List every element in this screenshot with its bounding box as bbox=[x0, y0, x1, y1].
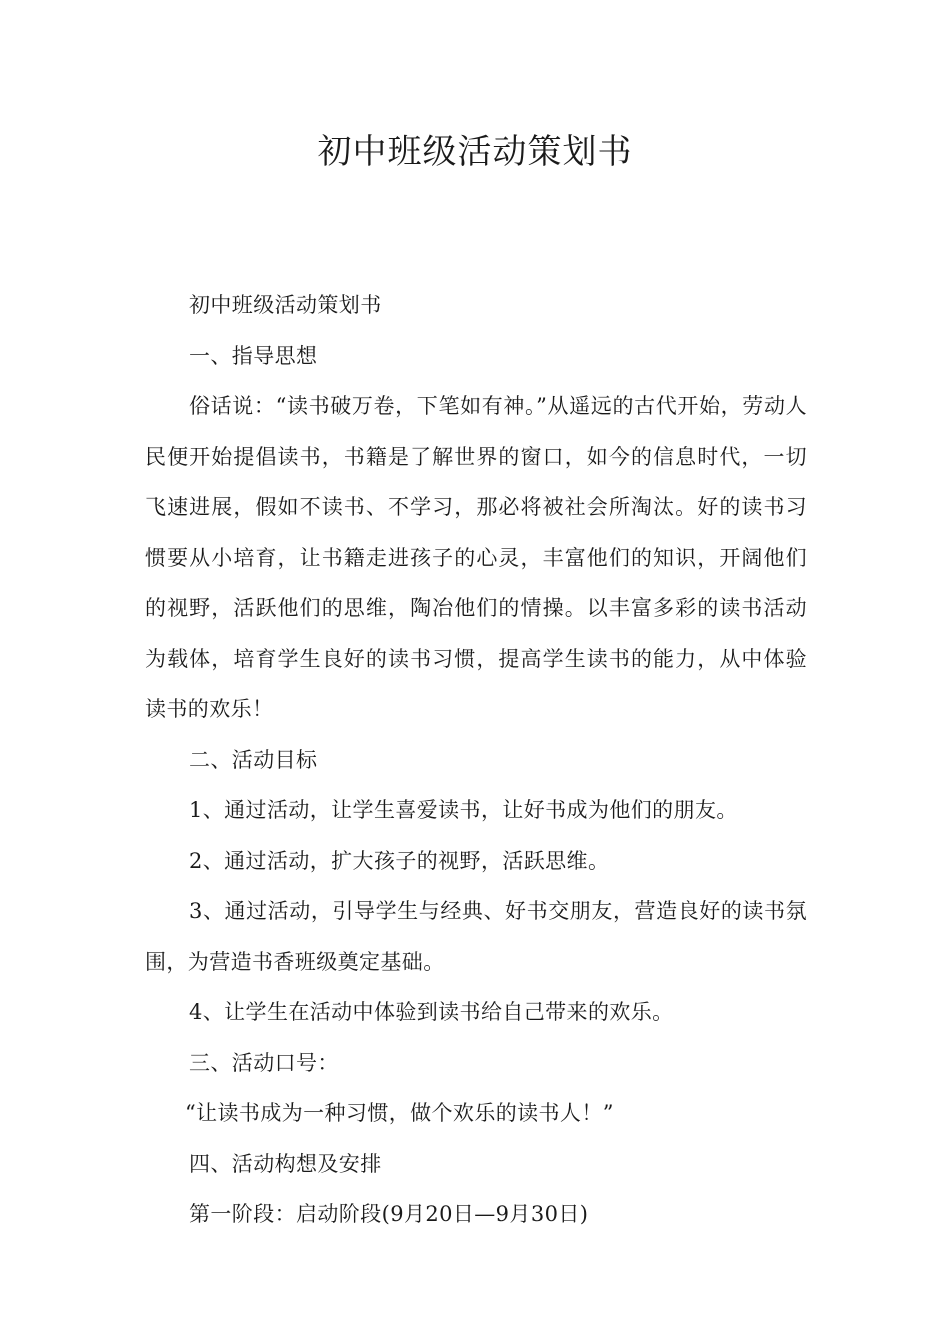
activity-slogan: “让读书成为一种习惯，做个欢乐的读书人！” bbox=[185, 1101, 614, 1125]
goal-item-3: 3、通过活动，引导学生与经典、好书交朋友，营造良好的读书氛围，为营造书香班级奠定基础。 bbox=[145, 899, 807, 974]
paragraph-guiding-thought: 俗话说：“读书破万卷，下笔如有神。”从遥远的古代开始，劳动人民便开始提倡读书，书籍是了解世界的窗口，如今的信息时代，一切飞速进展，假如不读书、不学习，那必将被社会所淘汰。好的读书习惯要从小培育，让书籍走进孩子的心灵，丰富他们的知识，开阔他们的视野，活跃他们的思维，陶冶他们的情操。以丰富多彩的读书活动为载体，培育学生良好的读书习惯，提高学生读书的能力，从中体验读书的欢乐！ bbox=[145, 394, 807, 721]
heading-activity-slogan: 三、活动口号： bbox=[189, 1050, 339, 1075]
heading-activity-goals: 二、活动目标 bbox=[189, 747, 318, 772]
document-title: 初中班级活动策划书 bbox=[317, 132, 633, 172]
document-body bbox=[145, 280, 807, 1240]
goal-item-2: 2、通过活动，扩大孩子的视野，活跃思维。 bbox=[189, 848, 610, 873]
goal-item-4: 4、让学生在活动中体验到读书给自己带来的欢乐。 bbox=[189, 1000, 674, 1024]
paragraph-subtitle: 初中班级活动策划书 bbox=[189, 293, 382, 317]
heading-guiding-thought: 一、指导思想 bbox=[189, 343, 318, 368]
heading-activity-plan: 四、活动构想及安排 bbox=[189, 1151, 382, 1176]
goal-item-1: 1、通过活动，让学生喜爱读书，让好书成为他们的朋友。 bbox=[189, 798, 738, 822]
phase-one: 第一阶段：启动阶段(9月20日—9月30日) bbox=[189, 1202, 589, 1226]
